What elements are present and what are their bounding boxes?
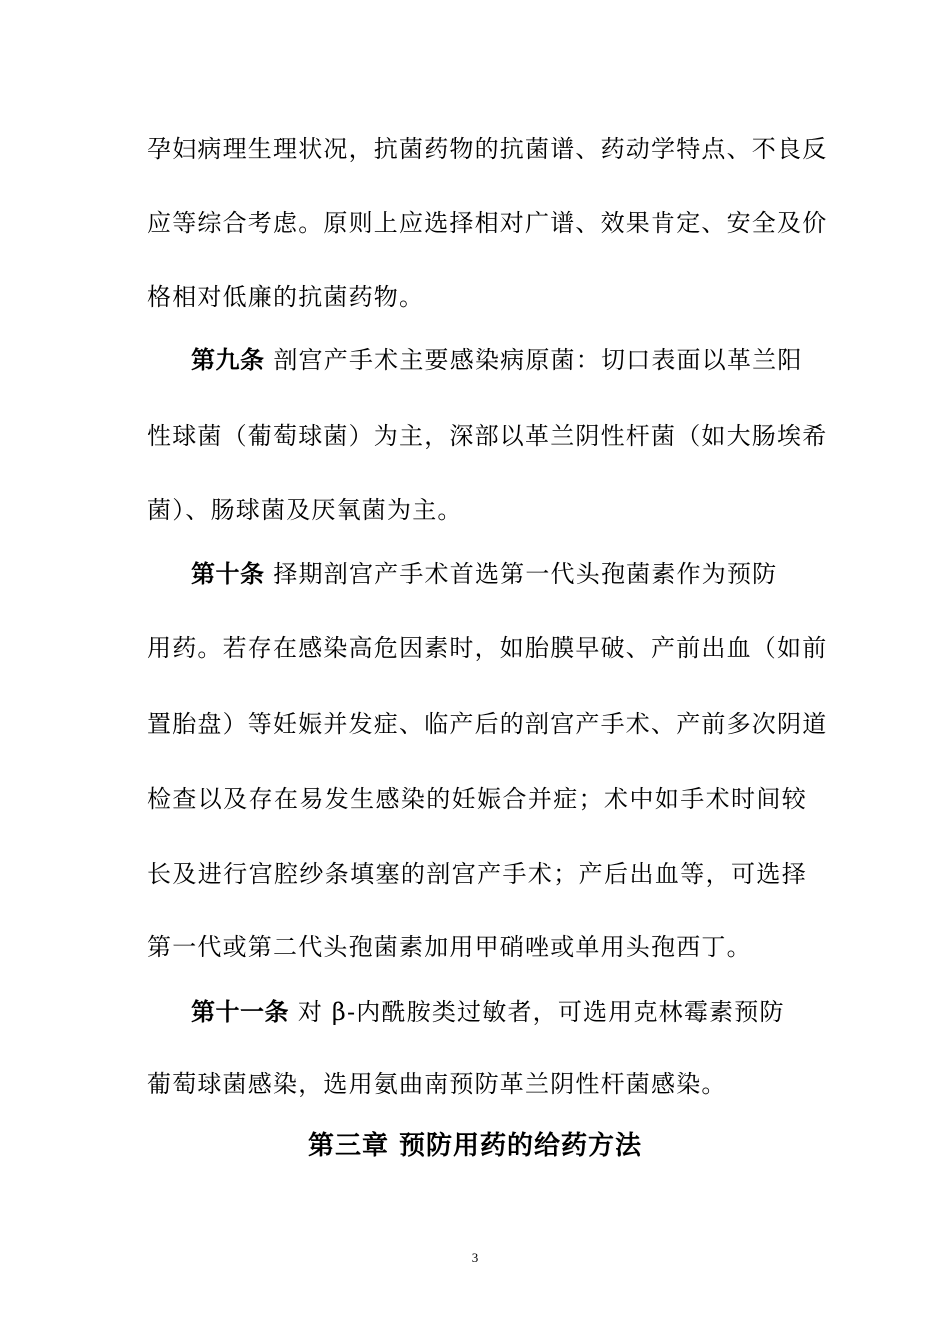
article-10-label: 第十条 [191,560,265,588]
article-10-line-3: 置胎盘）等妊娠并发症、临产后的剖宫产手术、产前多次阴道 [147,710,828,738]
paragraph-1-line-2: 应等综合考虑。原则上应选择相对广谱、效果肯定、安全及价 [147,209,828,237]
paragraph-1-line-1: 孕妇病理生理状况，抗菌药物的抗菌谱、药动学特点、不良反 [147,135,828,163]
article-9-label: 第九条 [191,346,265,374]
article-9-line-2: 性球菌（葡萄球菌）为主，深部以革兰阴性杆菌（如大肠埃希 [147,422,828,450]
article-10-line-2: 用药。若存在感染高危因素时，如胎膜早破、产前出血（如前 [147,634,828,662]
article-10-line-6: 第一代或第二代头孢菌素加用甲硝唑或单用头孢西丁。 [147,933,752,961]
article-11-first-line [191,997,807,1027]
page-number: 3 [471,1250,479,1265]
article-9-line-3: 菌）、肠球菌及厌氧菌为主。 [147,496,463,524]
chapter-heading: 第三章 预防用药的给药方法 [307,1131,643,1161]
article-11-line-1: 对 β-内酰胺类过敏者，可选用克林霉素预防 [297,998,785,1026]
article-9-line-1: 剖宫产手术主要感染病原菌：切口表面以革兰阳 [273,346,803,374]
article-9-first-line [191,345,807,375]
article-11-line-2: 葡萄球菌感染，选用氨曲南预防革兰阴性杆菌感染。 [147,1070,727,1098]
article-10-line-1: 择期剖宫产手术首选第一代头孢菌素作为预防 [273,560,778,588]
article-10-line-4: 检查以及存在易发生感染的妊娠合并症；术中如手术时间较 [147,785,807,813]
article-11-label: 第十一条 [191,998,289,1026]
article-10-line-5: 长及进行宫腔纱条填塞的剖宫产手术；产后出血等，可选择 [147,860,807,888]
paragraph-1-line-3: 格相对低廉的抗菌药物。 [147,283,425,311]
article-10-first-line [191,559,807,589]
